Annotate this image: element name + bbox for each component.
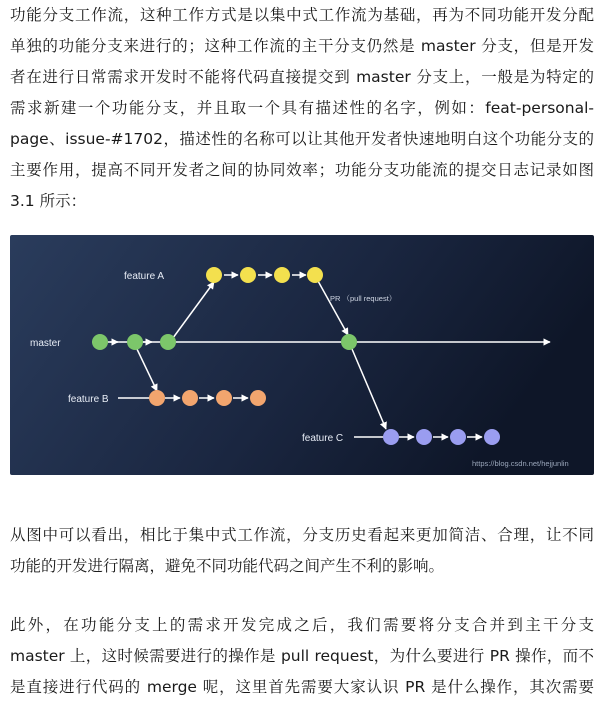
text-line: page、issue-#1702，描述性的名称可以让其他开发者快速地明白这个功能分支的 xyxy=(10,130,594,148)
text-line: 从图中可以看出，相比于集中式工作流，分支历史看起来更加简洁、合理，让不同 xyxy=(10,526,594,544)
master-commit-node xyxy=(341,334,357,350)
feature-a-commit-node xyxy=(206,267,222,283)
text-line: 是直接进行代码的 merge 呢，这里首先需要大家认识 PR 是什么操作，其次需要 xyxy=(10,678,594,696)
feature-b-commit-node xyxy=(149,390,165,406)
text-line: 功能分支工作流，这种工作方式是以集中式工作流为基础，再为不同功能开发分配 xyxy=(10,6,594,24)
feature-c-commit-node xyxy=(450,429,466,445)
feature-b-commit-node xyxy=(182,390,198,406)
text-line: 此外，在功能分支上的需求开发完成之后，我们需要将分支合并到主干分支 xyxy=(10,616,594,634)
pull-request-label: PR （pull request） xyxy=(330,294,397,303)
master-commit-node xyxy=(160,334,176,350)
master-commit-node xyxy=(127,334,143,350)
feature-a-commit-node xyxy=(274,267,290,283)
feature-b-label: feature B xyxy=(68,394,109,405)
master-commit-node xyxy=(92,334,108,350)
feature-a-commit-node xyxy=(307,267,323,283)
text-line: 单独的功能分支来进行的；这种工作流的主干分支仍然是 master 分支，但是开发 xyxy=(10,37,594,55)
text-line: 者在进行日常需求开发时不能将代码直接提交到 master 分支上，一般是为特定的 xyxy=(10,68,594,86)
conclusion-paragraph xyxy=(10,520,594,582)
text-line: 3.1 所示： xyxy=(10,192,87,210)
intro-paragraph xyxy=(10,0,594,217)
text-line: 主要作用，提高不同开发者之间的协同效率；功能分支功能流的提交日志记录如图 xyxy=(10,161,594,179)
pull-request-paragraph xyxy=(10,610,594,703)
feature-a-commit-node xyxy=(240,267,256,283)
feature-b-commit-node xyxy=(250,390,266,406)
feature-c-commit-node xyxy=(416,429,432,445)
feature-b-commit-node xyxy=(216,390,232,406)
feature-c-label: feature C xyxy=(302,433,344,444)
text-line: 功能的开发进行隔离，避免不同功能代码之间产生不利的影响。 xyxy=(10,557,445,575)
feature-a-label: feature A xyxy=(124,271,165,282)
text-line: 需求新建一个功能分支，并且取一个具有描述性的名字，例如：feat-personal- xyxy=(10,99,594,117)
feature-branch-workflow-diagram xyxy=(10,235,594,475)
master-label: master xyxy=(30,338,61,349)
text-line: master 上，这时候需要进行的操作是 pull request，为什么要进行 PR 操作，而不 xyxy=(10,647,594,665)
feature-c-commit-node xyxy=(383,429,399,445)
watermark: https://blog.csdn.net/hejjunlin xyxy=(472,459,569,468)
feature-c-commit-node xyxy=(484,429,500,445)
diagram-canvas xyxy=(10,235,594,475)
